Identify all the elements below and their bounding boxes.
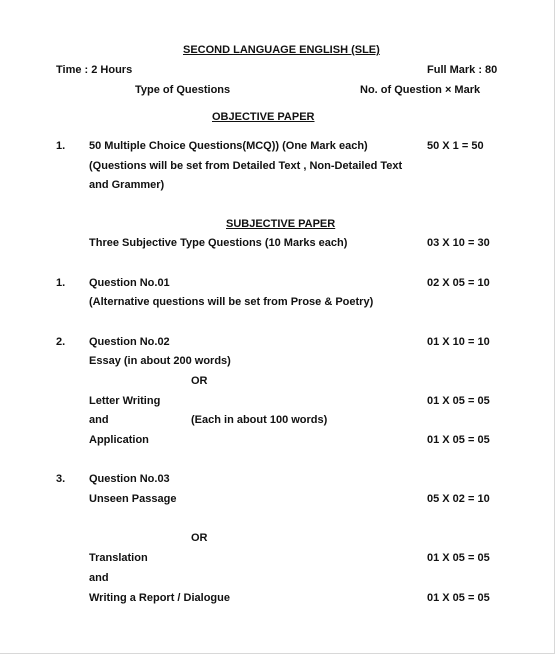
objective-line-1: 50 Multiple Choice Questions(MCQ)) (One Mark each) [89, 140, 368, 152]
q1-number: 1. [56, 277, 66, 289]
q2-or: OR [191, 375, 208, 387]
document-title: SECOND LANGUAGE ENGLISH (SLE) [183, 44, 380, 56]
q3-translation-mark: 01 X 05 = 05 [427, 552, 490, 564]
q2-application: Application [89, 434, 149, 446]
objective-line-3: and Grammer) [89, 179, 165, 191]
q3-report-mark: 01 X 05 = 05 [427, 592, 490, 604]
q3-and: and [89, 572, 109, 584]
q3-unseen: Unseen Passage [89, 493, 177, 505]
q2-essay: Essay (in about 200 words) [89, 355, 231, 367]
q3-report: Writing a Report / Dialogue [89, 592, 230, 604]
q3-unseen-mark: 05 X 02 = 10 [427, 493, 490, 505]
q1-title: Question No.01 [89, 277, 170, 289]
q2-and: and [89, 414, 109, 426]
objective-number: 1. [56, 140, 66, 152]
q2-letter-mark: 01 X 05 = 05 [427, 395, 490, 407]
q3-translation: Translation [89, 552, 148, 564]
mark-column-header: No. of Question × Mark [360, 84, 481, 96]
full-mark-label: Full Mark : 80 [427, 64, 498, 76]
q1-note: (Alternative questions will be set from Prose & Poetry) [89, 296, 374, 308]
q3-title: Question No.03 [89, 473, 170, 485]
q2-essay-mark: 01 X 10 = 10 [427, 336, 490, 348]
subjective-summary: Three Subjective Type Questions (10 Marks each) [89, 237, 348, 249]
q2-number: 2. [56, 336, 66, 348]
subjective-heading: SUBJECTIVE PAPER [226, 218, 336, 230]
objective-line-2: (Questions will be set from Detailed Text , Non-Detailed Text [89, 160, 403, 172]
type-column-header: Type of Questions [135, 84, 231, 96]
q2-application-mark: 01 X 05 = 05 [427, 434, 490, 446]
q3-or: OR [191, 532, 208, 544]
subjective-summary-mark: 03 X 10 = 30 [427, 237, 490, 249]
q2-title: Question No.02 [89, 336, 170, 348]
q3-number: 3. [56, 473, 66, 485]
q2-letter: Letter Writing [89, 395, 161, 407]
time-label: Time : 2 Hours [56, 64, 133, 76]
q1-mark: 02 X 05 = 10 [427, 277, 490, 289]
objective-heading: OBJECTIVE PAPER [212, 111, 315, 123]
objective-mark: 50 X 1 = 50 [427, 140, 484, 152]
q2-each-note: (Each in about 100 words) [191, 414, 328, 426]
